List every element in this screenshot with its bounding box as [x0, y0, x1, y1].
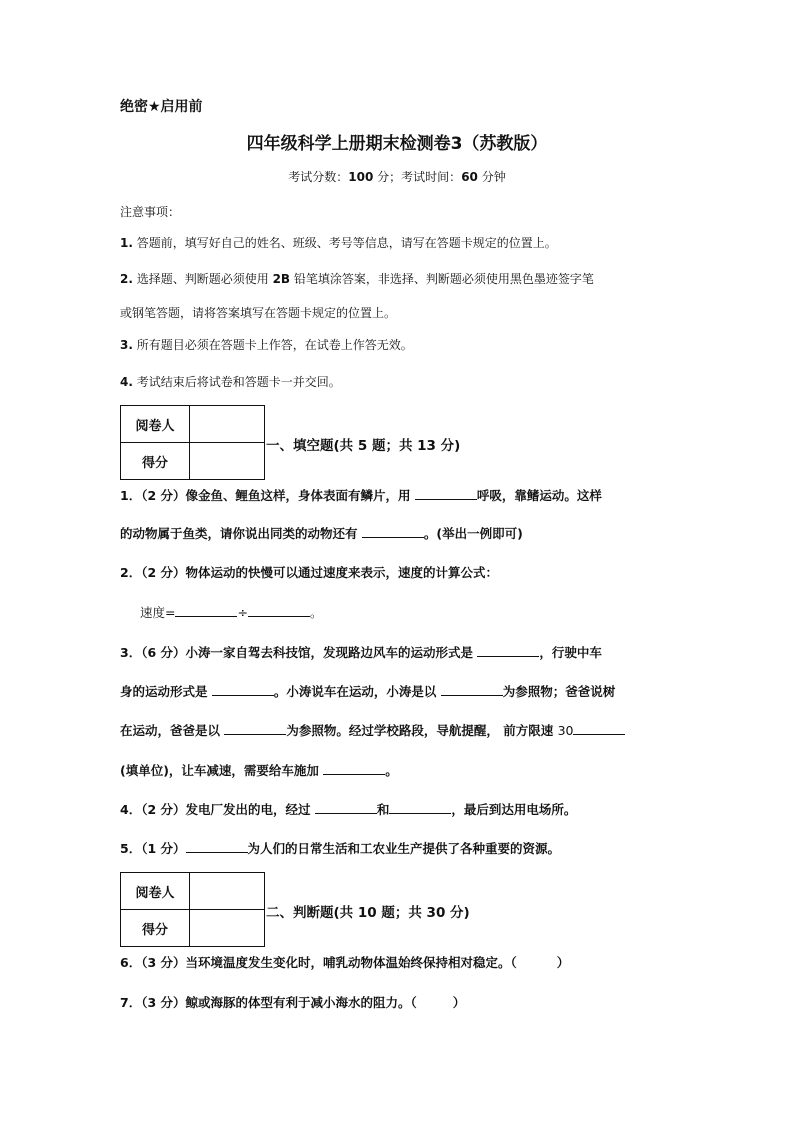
section-heading-true-false: 二、判断题(共 10 题；共 30 分): [266, 905, 470, 921]
reviewer-field[interactable]: [190, 406, 265, 443]
page-title: 四年级科学上册期末检测卷3（苏教版）: [246, 134, 548, 154]
note-number: 3.: [120, 338, 133, 352]
note-2-cont: 或钢笔答题，请将答案填写在答题卡规定的位置上。: [120, 306, 397, 320]
answer-blank[interactable]: [248, 604, 310, 617]
q-text: 。(举出一例即可): [423, 526, 523, 541]
q-text: 速度=: [140, 605, 176, 620]
q-text: 3．（6 分）小涛一家自驾去科技馆，发现路边风车的运动形式是: [120, 645, 478, 660]
question-3-line-2: [120, 682, 615, 700]
note-number: 1.: [120, 236, 133, 250]
meta-prefix: 考试分数：: [288, 170, 349, 184]
q-text: ）: [556, 955, 570, 970]
question-6: [120, 953, 569, 971]
q-text: 和: [376, 802, 390, 817]
q-text: 。: [309, 605, 323, 620]
q-text: 。: [385, 763, 398, 778]
q-text: ）: [452, 995, 466, 1010]
answer-blank[interactable]: [389, 801, 451, 814]
note-number: 4.: [120, 375, 133, 389]
exam-meta: [0, 168, 794, 185]
answer-blank[interactable]: [362, 525, 424, 538]
note-bold: 2B: [272, 272, 291, 286]
answer-blank[interactable]: [323, 762, 385, 775]
question-7: [120, 993, 465, 1011]
score-box-2: [120, 872, 265, 947]
question-5: [120, 839, 560, 857]
question-1: [120, 486, 602, 504]
question-3-line-3: [120, 721, 625, 739]
question-4: [120, 800, 576, 818]
q-text: ，行驶中车: [539, 645, 602, 660]
q-text: 30: [557, 723, 574, 738]
answer-blank[interactable]: [224, 722, 286, 735]
meta-mid: 分；考试时间：: [373, 170, 462, 184]
reviewer-label: 阅卷人: [121, 406, 190, 443]
score-field[interactable]: [190, 910, 265, 947]
q-text: 。小涛说车在运动，小涛是以: [273, 684, 441, 699]
score-box-1: [120, 405, 265, 480]
note-4: [120, 373, 341, 390]
answer-blank[interactable]: [175, 604, 237, 617]
q-text: 在运动，爸爸是以: [120, 723, 225, 738]
note-text: 考试结束后将试卷和答题卡一并交回。: [132, 375, 341, 389]
q-text: 呼吸，靠鳍运动。这样: [476, 488, 602, 503]
section-heading-fill-blank: 一、填空题(共 5 题；共 13 分): [266, 438, 461, 454]
note-text: 所有题目必须在答题卡上作答，在试卷上作答无效。: [132, 338, 413, 352]
q-text: 为参照物；爸爸说树: [502, 684, 616, 699]
q-text: 2．（2 分）物体运动的快慢可以通过速度来表示，速度的计算公式：: [120, 565, 498, 580]
q-text: 7．（3 分）鲸或海豚的体型有利于减小海水的阻力。（: [120, 995, 417, 1010]
note-text: 答题前，填写好自己的姓名、班级、考号等信息，请写在答题卡规定的位置上。: [132, 236, 557, 250]
answer-blank[interactable]: [415, 487, 477, 500]
q-text: ，最后到达用电场所。: [451, 802, 577, 817]
q-text: 1．（2 分）像金鱼、鲤鱼这样，身体表面有鳞片，用: [120, 488, 415, 503]
score-label: 得分: [121, 443, 190, 480]
q-text: 为人们的日常生活和工农业生产提供了各种重要的资源。: [247, 841, 561, 856]
meta-time: 60: [461, 170, 478, 184]
meta-score: 100: [348, 170, 374, 184]
answer-blank[interactable]: [186, 840, 248, 853]
q-text: 5．（1 分）: [120, 841, 186, 856]
note-number: 2.: [120, 272, 133, 286]
notes-heading: 注意事项：: [120, 205, 181, 219]
note-2: [120, 270, 594, 287]
note-text: 铅笔填涂答案，非选择、判断题必须使用黑色墨迹签字笔: [290, 272, 594, 286]
score-field[interactable]: [190, 443, 265, 480]
q-text: 为参照物。经过学校路段，导航提醒， 前方限速: [286, 723, 558, 738]
q-text: (填单位)，让车减速，需要给车施加: [120, 763, 324, 778]
answer-blank[interactable]: [315, 801, 377, 814]
q-text: 6．（3 分）当环境温度发生变化时，哺乳动物体温始终保持相对稳定。（: [120, 955, 517, 970]
question-3: [120, 643, 602, 661]
q-text: 4．（2 分）发电厂发出的电，经过: [120, 802, 315, 817]
answer-blank[interactable]: [212, 683, 274, 696]
note-1: [120, 234, 557, 251]
confidential-label: 绝密★启用前: [120, 99, 203, 115]
reviewer-field[interactable]: [190, 873, 265, 910]
answer-blank[interactable]: [441, 683, 503, 696]
note-3: [120, 336, 413, 353]
question-1-cont: [120, 524, 523, 542]
answer-blank[interactable]: [477, 644, 539, 657]
q-text: 身的运动形式是: [120, 684, 212, 699]
meta-suffix: 分钟: [477, 170, 506, 184]
q-text: 的动物属于鱼类，请你说出同类的动物还有: [120, 526, 362, 541]
question-2-formula: [140, 603, 322, 621]
question-2: [120, 563, 498, 581]
score-label: 得分: [121, 910, 190, 947]
q-text: ÷: [237, 605, 248, 620]
reviewer-label: 阅卷人: [121, 873, 190, 910]
note-text: 选择题、判断题必须使用: [132, 272, 273, 286]
question-3-line-4: [120, 761, 398, 779]
answer-blank[interactable]: [573, 722, 625, 735]
